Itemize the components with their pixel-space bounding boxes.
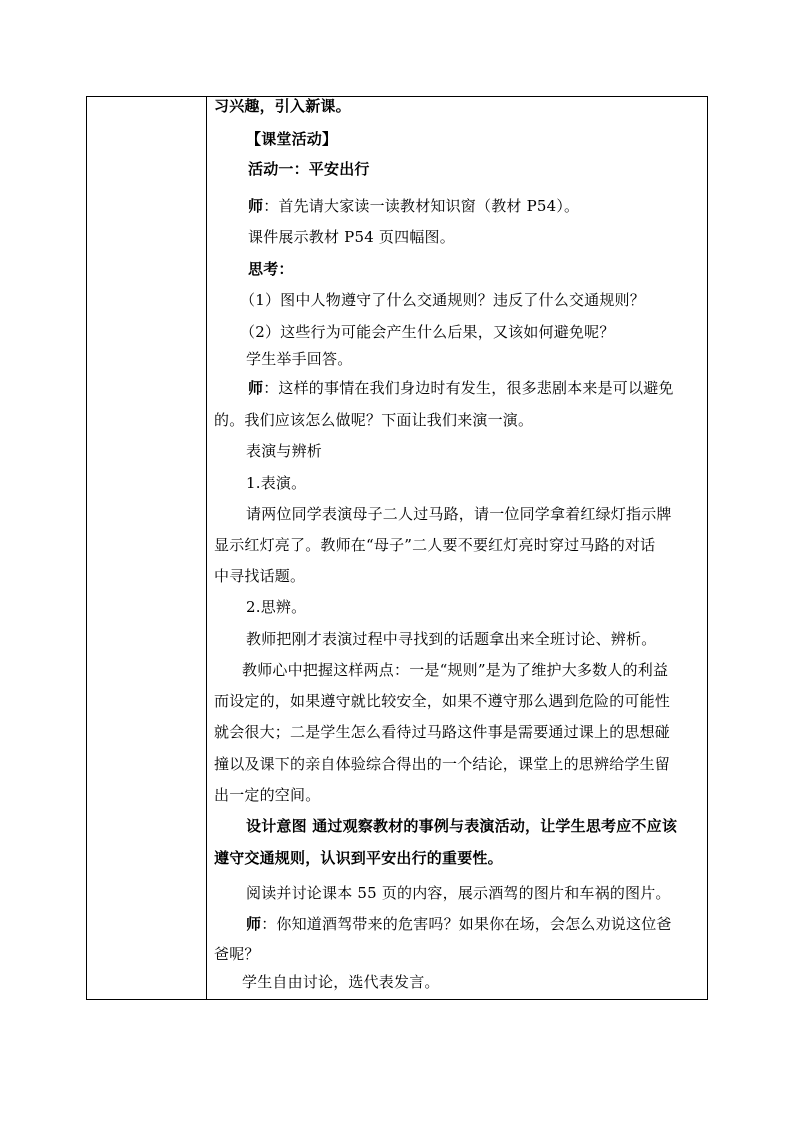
text-line: 表演与辨析 xyxy=(246,442,323,460)
text-line xyxy=(246,914,672,934)
text-line xyxy=(248,378,674,398)
text-line: 课件展示教材 P54 页四幅图。 xyxy=(248,228,455,246)
section-heading: 【课堂活动】 xyxy=(246,130,338,148)
text-line-body: ：这样的事情在我们身边时有发生，很多悲剧本来是可以避免 xyxy=(263,379,674,397)
text-line: 而设定的，如果遵守就比较安全，如果不遵守那么遇到危险的可能性 xyxy=(214,692,671,710)
text-line: 学生举手回答。 xyxy=(246,350,353,368)
teacher-label: 师 xyxy=(246,915,262,933)
text-line: 阅读并讨论课本 55 页的内容，展示酒驾的图片和车祸的图片。 xyxy=(246,884,671,902)
text-line: 教师心中把握这样两点：一是“规则”是为了维护大多数人的利益 xyxy=(242,661,669,679)
text-line: 学生自由讨论，选代表发言。 xyxy=(242,973,440,991)
text-line-body: ：首先请大家读一读教材知识窗（教材 P54）。 xyxy=(263,197,580,215)
teacher-label: 师 xyxy=(248,197,264,215)
think-heading: 思考： xyxy=(248,260,294,278)
text-line: （2）这些行为可能会产生什么后果，又该如何避免呢？ xyxy=(240,323,615,341)
text-line: 1.表演。 xyxy=(246,474,307,492)
text-line: 爸呢？ xyxy=(214,945,260,963)
text-line: 撞以及课下的亲自体验综合得出的一个结论，课堂上的思辨给学生留 xyxy=(214,755,671,773)
text-line: 就会很大；二是学生怎么看待过马路这件事是需要通过课上的思想碰 xyxy=(214,723,671,741)
text-line: （1）图中人物遵守了什么交通规则？违反了什么交通规则？ xyxy=(240,291,645,309)
text-line xyxy=(248,196,579,216)
text-line: 显示红灯亮了。教师在“母子”二人要不要红灯亮时穿过马路的对话 xyxy=(214,536,656,554)
text-line: 请两位同学表演母子二人过马路，请一位同学拿着红绿灯指示牌 xyxy=(246,505,672,523)
text-line: 习兴趣，引入新课。 xyxy=(214,97,351,115)
text-line: 教师把刚才表演过程中寻找到的话题拿出来全班讨论、辨析。 xyxy=(246,630,657,648)
text-line: 出一定的空间。 xyxy=(214,786,321,804)
text-line: 的。我们应该怎么做呢？下面让我们来演一演。 xyxy=(214,411,534,429)
teacher-label: 师 xyxy=(248,379,264,397)
text-line-body: ：你知道酒驾带来的危害吗？如果你在场，会怎么劝说这位爸 xyxy=(261,915,672,933)
text-line: 中寻找话题。 xyxy=(214,567,306,585)
design-intent-line: 设计意图 通过观察教材的事例与表演活动，让学生思考应不应该 xyxy=(246,817,678,835)
text-line: 2.思辨。 xyxy=(246,598,307,616)
activity-heading: 活动一：平安出行 xyxy=(248,160,370,178)
design-intent-line: 遵守交通规则，认识到平安出行的重要性。 xyxy=(214,849,503,867)
table-column-divider xyxy=(206,96,207,1000)
